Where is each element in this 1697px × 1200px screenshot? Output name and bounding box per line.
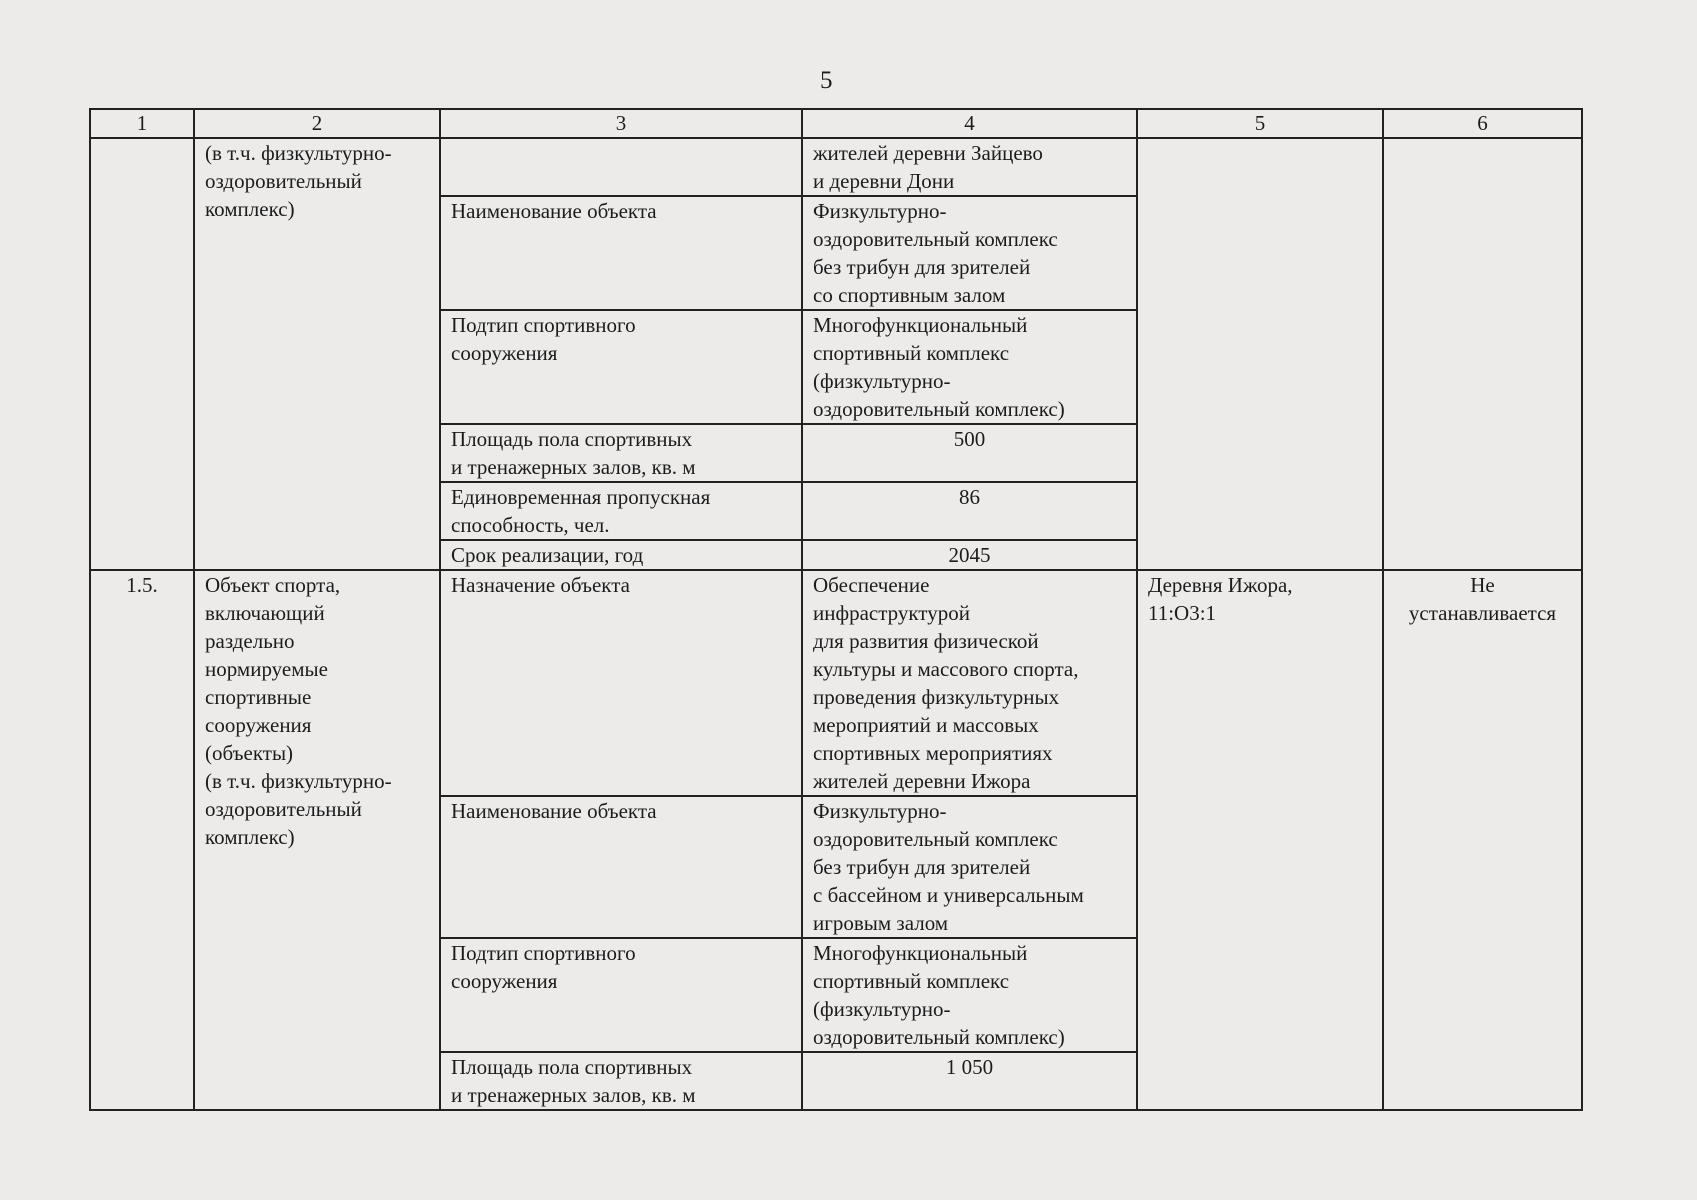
column-header-4: 4 [802, 109, 1137, 138]
parameter-label: Наименование объекта [440, 196, 802, 310]
item-number-cell: 1.5. [90, 570, 194, 1110]
zone-cell [1383, 138, 1582, 570]
parameter-label: Единовременная пропускная способность, чел. [440, 482, 802, 540]
column-header-1: 1 [90, 109, 194, 138]
parameter-value: Многофункциональный спортивный комплекс (физкультурно- оздоровительный комплекс) [802, 310, 1137, 424]
table-header-row [90, 109, 1582, 138]
parameter-value: 86 [802, 482, 1137, 540]
location-cell [1137, 138, 1383, 570]
parameter-label: Площадь пола спортивных и тренажерных залов, кв. м [440, 1052, 802, 1110]
requirements-table [89, 108, 1583, 1111]
parameter-value: 1 050 [802, 1052, 1137, 1110]
location-cell: Деревня Ижора, 11:О3:1 [1137, 570, 1383, 1110]
column-header-2: 2 [194, 109, 440, 138]
item-number-cell [90, 138, 194, 570]
parameter-value: Обеспечение инфраструктурой для развития физической культуры и массового спорта, проведения физкультурных мероприятий и массовых спортивных мероприятиях жителей деревни Ижора [802, 570, 1137, 796]
page-number: 5 [820, 67, 833, 94]
object-type-cell: (в т.ч. физкультурно- оздоровительный комплекс) [194, 138, 440, 570]
column-header-3: 3 [440, 109, 802, 138]
table-row [90, 570, 1582, 796]
zone-cell: Не устанавливается [1383, 570, 1582, 1110]
parameter-value: жителей деревни Зайцево и деревни Дони [802, 138, 1137, 196]
parameter-label: Подтип спортивного сооружения [440, 310, 802, 424]
parameter-value: 500 [802, 424, 1137, 482]
parameter-value: Физкультурно- оздоровительный комплекс без трибун для зрителей со спортивным залом [802, 196, 1137, 310]
column-header-6: 6 [1383, 109, 1582, 138]
parameter-label: Площадь пола спортивных и тренажерных залов, кв. м [440, 424, 802, 482]
parameter-value: Многофункциональный спортивный комплекс (физкультурно- оздоровительный комплекс) [802, 938, 1137, 1052]
parameter-label: Наименование объекта [440, 796, 802, 938]
parameter-label [440, 138, 802, 196]
parameter-value: Физкультурно- оздоровительный комплекс без трибун для зрителей с бассейном и универсальным игровым залом [802, 796, 1137, 938]
parameter-label: Подтип спортивного сооружения [440, 938, 802, 1052]
table-row [90, 138, 1582, 196]
parameter-value: 2045 [802, 540, 1137, 570]
parameter-label: Назначение объекта [440, 570, 802, 796]
column-header-5: 5 [1137, 109, 1383, 138]
object-type-cell: Объект спорта, включающий раздельно нормируемые спортивные сооружения (объекты) (в т.ч. физкультурно- оздоровительный комплекс) [194, 570, 440, 1110]
parameter-label: Срок реализации, год [440, 540, 802, 570]
